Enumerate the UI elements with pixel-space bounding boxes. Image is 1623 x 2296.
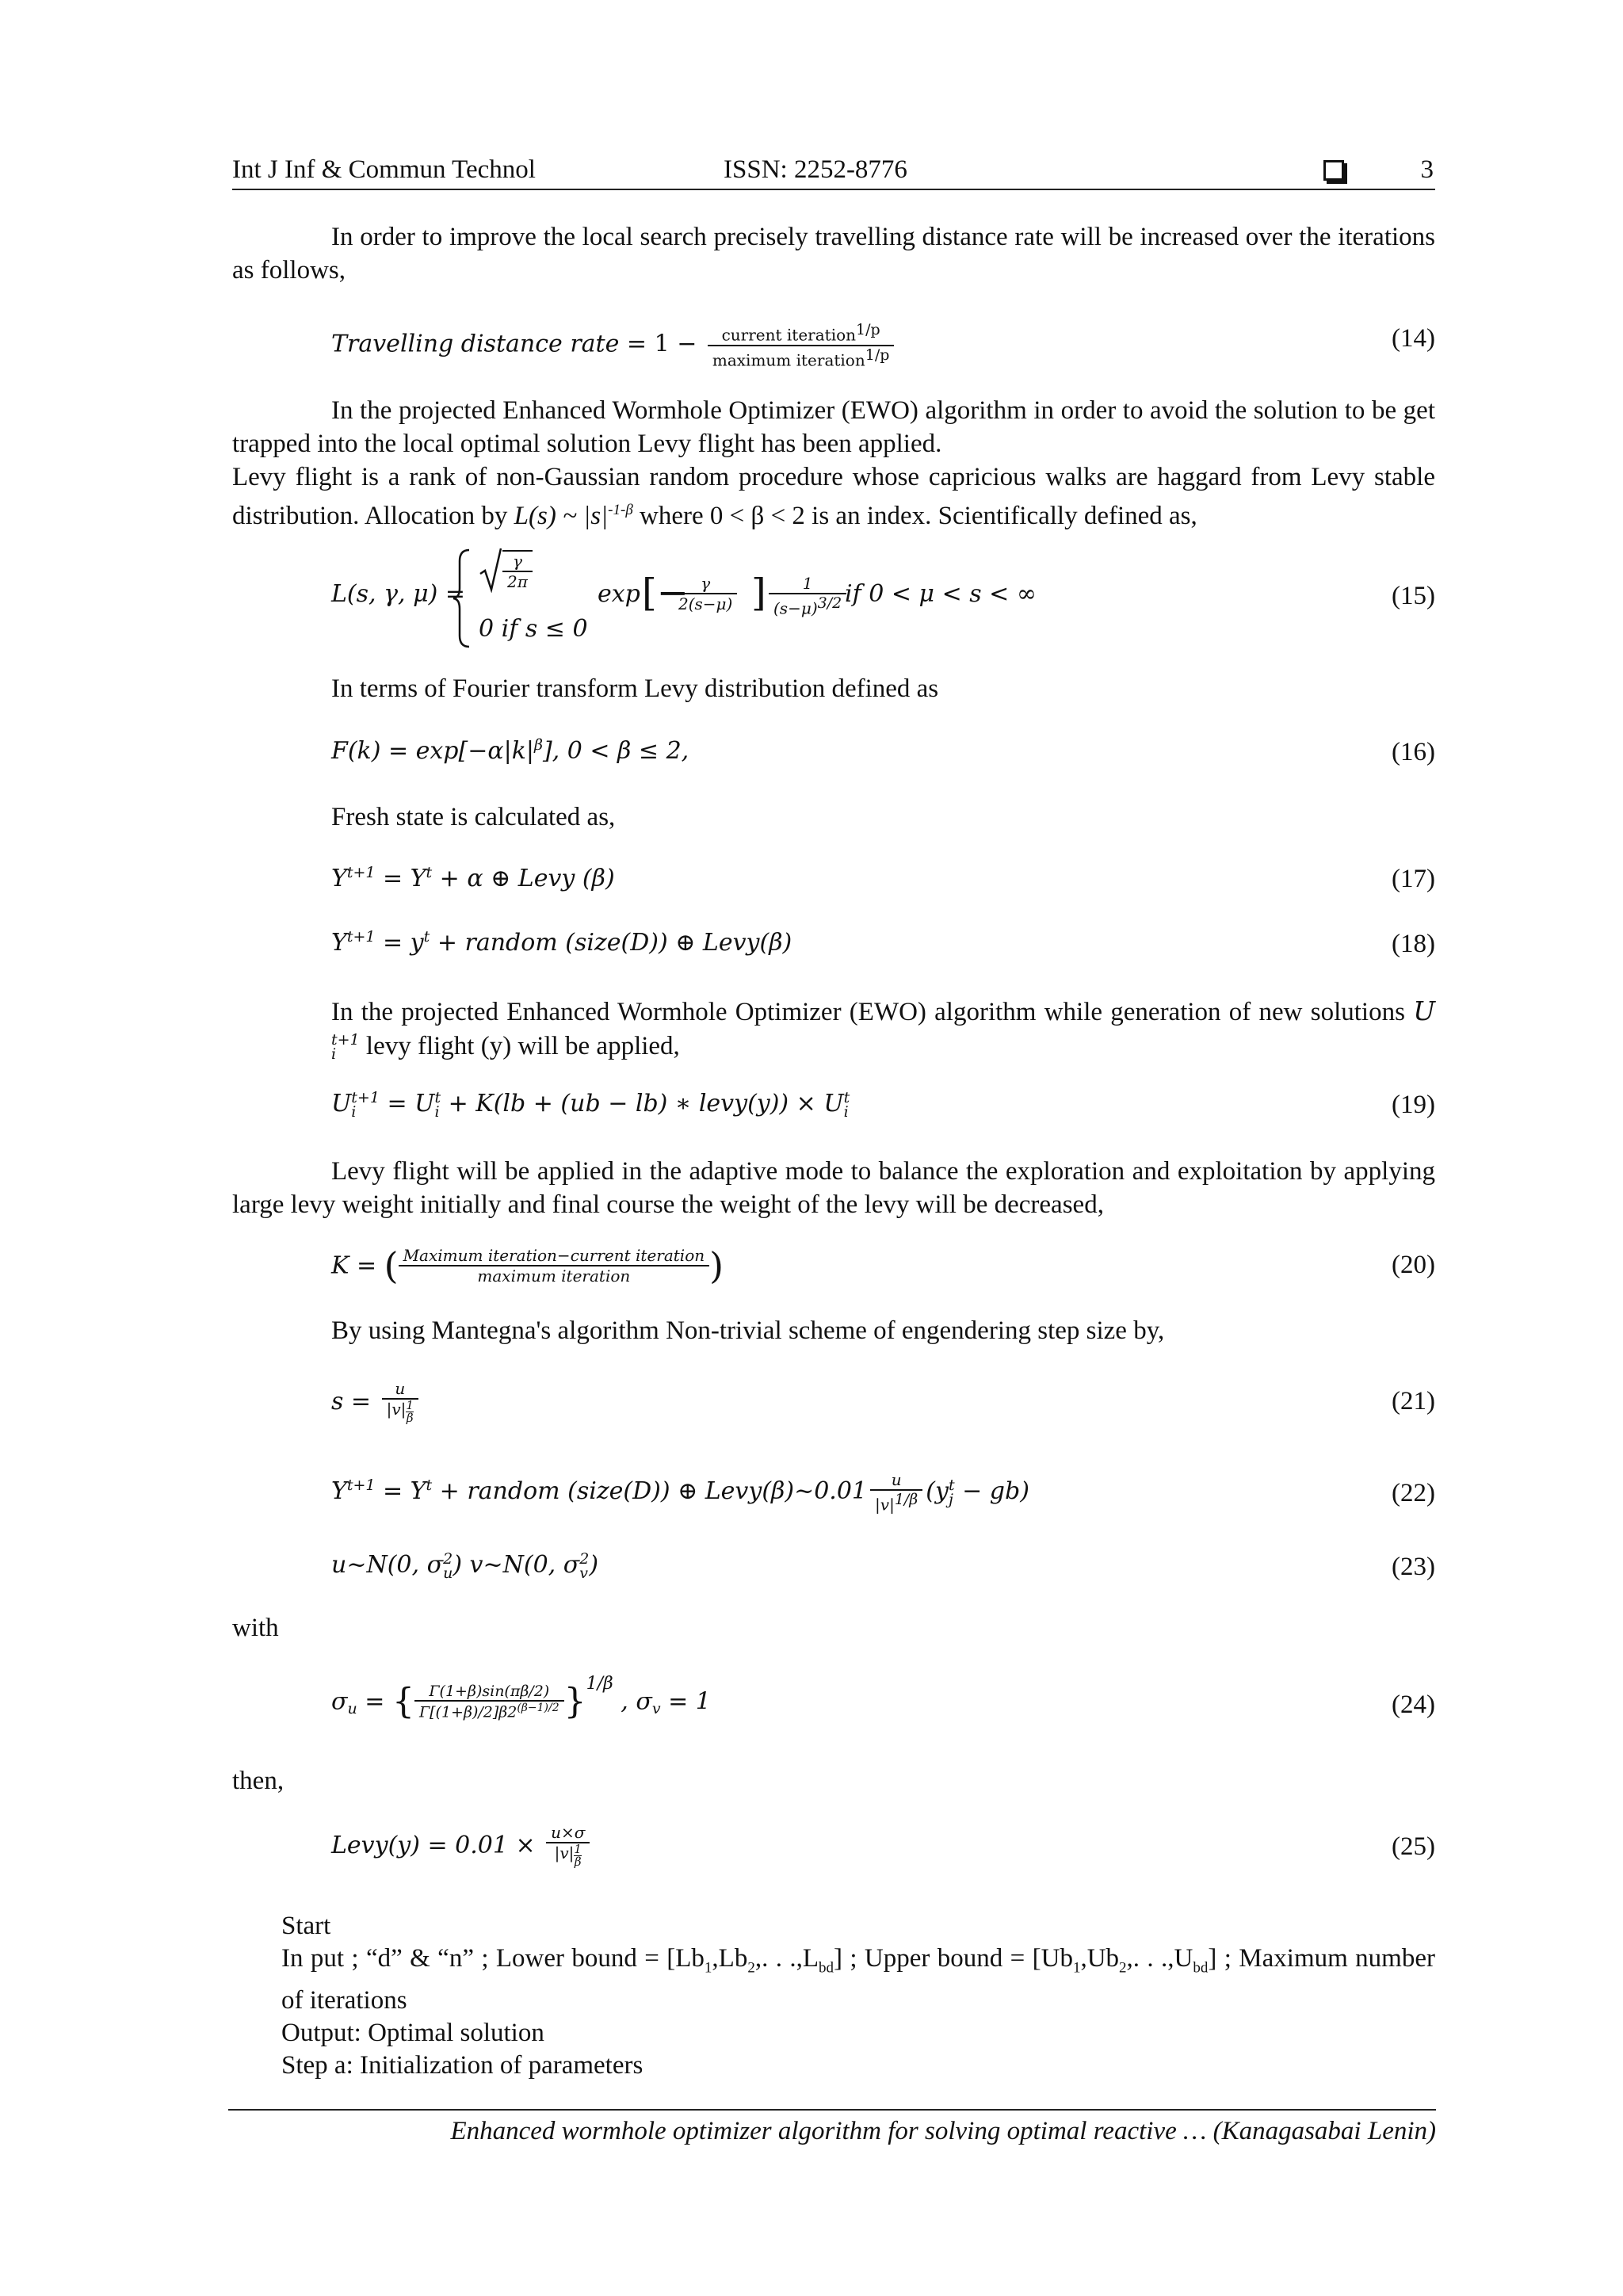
equation-number-23: (23)	[1392, 1553, 1435, 1581]
eq24-lhs: σ	[331, 1687, 348, 1716]
with-label: with	[232, 1614, 279, 1642]
eq22-frac-exp: 1/β	[894, 1491, 918, 1508]
eq19-sup-3: t	[843, 1089, 850, 1106]
equation-number-15: (15)	[1392, 582, 1435, 610]
page-header	[232, 155, 1435, 190]
eq24-den-exp: (β−1)/2	[517, 1701, 559, 1714]
equation-19	[331, 1090, 850, 1119]
equation-number-24: (24)	[1392, 1690, 1435, 1719]
eq22-c: + random (size(D)) ⊕ Levy(β)~0.01	[432, 1477, 868, 1505]
algo-sub-ubd: bd	[1193, 1959, 1209, 1977]
eq19-sup-1: t+1	[351, 1089, 380, 1106]
equation-17	[331, 864, 615, 892]
equation-22	[331, 1470, 1029, 1515]
eq15-case-2: 0 if s ≤ 0	[479, 615, 588, 643]
equation-16	[331, 736, 689, 765]
algo-input-e: ,Ub	[1080, 1944, 1120, 1973]
eq15-condition: if 0 < μ < s < ∞	[845, 580, 1037, 608]
algo-sub-lbd: bd	[819, 1959, 834, 1977]
algo-input-d: ] ; Upper bound = [Ub	[834, 1944, 1073, 1973]
eq20-lhs: K =	[331, 1251, 384, 1280]
equation-number-21: (21)	[1392, 1387, 1435, 1415]
eq15-left-bracket: [−	[642, 571, 689, 615]
eq21-fraction	[382, 1379, 418, 1424]
eq21-exp-num: 1	[406, 1398, 414, 1412]
eq14-exp-num: 1/p	[856, 321, 880, 338]
p6-text-b: levy flight (y) will be applied,	[359, 1032, 680, 1060]
square-icon	[1323, 160, 1344, 181]
eq22-d: (y	[926, 1477, 949, 1505]
eq19-sub-3: i	[843, 1103, 849, 1121]
equation-25	[331, 1823, 593, 1868]
p3-text-c: where 0 < β < 2 is an index. Scientifically defined as,	[632, 502, 1197, 530]
paragraph-4: In terms of Fourier transform Levy distribution defined as	[331, 674, 939, 703]
eq18-sup-b: t	[423, 928, 430, 946]
equation-number-25: (25)	[1392, 1832, 1435, 1861]
eq24-tail-sub: v	[651, 1700, 661, 1717]
eq23-mid: ) v~N(0, σ	[453, 1551, 580, 1579]
eq24-outer-exp: 1/β	[586, 1674, 613, 1694]
eq24-frac-num: Γ(1+β)sin(πβ/2)	[414, 1683, 564, 1702]
eq14-lhs: Travelling distance rate	[331, 330, 620, 358]
eq14-frac-den: maximum iteration	[712, 350, 865, 370]
eq19-sub-1: i	[351, 1103, 357, 1121]
eq15-frac2-den: (s−μ)	[773, 598, 818, 618]
then-label: then,	[232, 1767, 285, 1795]
eq22-frac-num: u	[870, 1470, 922, 1491]
paragraph-5: Fresh state is calculated as,	[331, 803, 616, 831]
equation-number-16: (16)	[1392, 738, 1435, 766]
eq22-b: = Y	[375, 1477, 426, 1505]
page-number: 3	[1420, 155, 1434, 184]
eq25-exp-num: 1	[574, 1842, 582, 1856]
eq24-lhs-sub: u	[347, 1700, 357, 1717]
p3-text-a: Levy flight is a rank of non-Gaussian random procedure whose capricious walks are haggard from Levy stable distribution. Allocation by	[232, 463, 1435, 530]
eq21-exp-den: β	[406, 1411, 414, 1425]
paragraph-6	[232, 995, 1435, 1063]
equation-number-20: (20)	[1392, 1251, 1435, 1279]
eq25-frac-num: u×σ	[546, 1823, 590, 1843]
eq25-fraction	[546, 1823, 590, 1868]
eq16-tail: ], 0 < β ≤ 2,	[542, 737, 689, 765]
equation-21	[331, 1379, 422, 1424]
eq15-exp: exp	[598, 580, 640, 608]
paragraph-1: In order to improve the local search precisely travelling distance rate will be increased over the iterations as follows,	[232, 223, 1435, 285]
equation-24: $\sigma_u$ = { $\frac{\Gamma(1+\beta)\sin(\pi\beta/2)}{\Gamma[(1+\beta)/2]\beta 2^{(\beta-1)/2}}$ }$^{1/\beta}$ , $\sigma_v = 1$	[331, 1674, 711, 1722]
eq14-mid: = 1 −	[619, 330, 705, 358]
eq17-b: = Y	[375, 865, 426, 892]
eq18-c: + random (size(D)) ⊕ Levy(β)	[430, 929, 792, 957]
eq15-sqrt-fraction	[502, 550, 533, 591]
eq19-sub-2: i	[434, 1103, 440, 1121]
eq25-exp-den: β	[574, 1855, 582, 1869]
eq15-sqrt-den: 2π	[507, 572, 528, 591]
eq16-text: F(k) = exp[−α|k|	[331, 737, 534, 765]
eq24-tail: , σ	[613, 1687, 652, 1716]
algo-sub-ub2: 2	[1119, 1959, 1127, 1977]
eq20-frac-den: maximum iteration	[477, 1266, 631, 1286]
p3-exponent: -1-β	[608, 502, 633, 518]
eq23-a: u~N(0, σ	[331, 1551, 444, 1579]
paragraph-3	[232, 460, 1435, 533]
eq18-b: = y	[375, 929, 424, 957]
eq23-sub-u: u	[443, 1564, 453, 1582]
eq15-fraction-2: $\frac{1}{(s-\mu)^{3/2}}$	[769, 574, 846, 618]
equation-number-22: (22)	[1392, 1479, 1435, 1507]
p6-text-a: In the projected Enhanced Wormhole Optimizer (EWO) algorithm while generation of new solutions	[331, 998, 1414, 1026]
eq16-exp: β	[533, 736, 543, 754]
algo-output: Output: Optimal solution	[281, 2018, 544, 2047]
eq15-sqrt-num: γ	[502, 552, 533, 572]
eq23-sub-v: v	[579, 1564, 588, 1582]
paragraph-7: Levy flight will be applied in the adaptive mode to balance the exploration and exploitation by applying large levy weight initially and final course the weight of the levy will be decreased,	[232, 1157, 1435, 1219]
eq18-a: Y	[331, 929, 347, 957]
eq15-frac1-den: 2(s−μ)	[678, 594, 733, 613]
eq19-b: = U	[379, 1090, 435, 1117]
algo-input-c: ,. . .,L	[754, 1944, 819, 1973]
eq17-c: + α ⊕ Levy (β)	[432, 865, 615, 892]
eq24-equals: =	[357, 1687, 392, 1716]
page-footer	[228, 2109, 1436, 2146]
eq21-frac-den: |v|	[386, 1400, 407, 1419]
equation-number-19: (19)	[1392, 1091, 1435, 1119]
sqrt-sign	[479, 547, 502, 593]
eq22-fraction	[870, 1470, 922, 1515]
eq15-lhs: L(s, γ, μ) =	[331, 580, 465, 608]
algorithm-block	[281, 1910, 1435, 2082]
eq22-sup-a: t+1	[346, 1476, 376, 1494]
left-brace	[450, 547, 472, 650]
eq24-frac-den: Γ[(1+β)/2]β2	[418, 1703, 517, 1721]
eq17-sup-b: t	[426, 864, 433, 881]
algo-input-g: ] ; Maximum number of iterations	[281, 1944, 1435, 2015]
eq24-tail-end: = 1	[660, 1687, 711, 1716]
p6-sup: t+1	[331, 1031, 360, 1049]
eq22-sup-t: t	[948, 1476, 955, 1494]
eq17-a: Y	[331, 865, 347, 892]
eq18-sup-a: t+1	[346, 928, 376, 946]
algo-start: Start	[281, 1912, 331, 1940]
eq25-frac-den: |v|	[554, 1843, 575, 1862]
eq20-fraction	[399, 1246, 710, 1286]
p6-sub: i	[331, 1045, 337, 1063]
eq14-fraction	[708, 321, 895, 369]
eq22-a: Y	[331, 1477, 347, 1505]
issn: ISSN: 2252-8776	[724, 155, 907, 184]
algo-sub-lb1: 1	[704, 1959, 712, 1977]
paragraph-8: By using Mantegna's algorithm Non-trivial scheme of engendering step size by,	[331, 1316, 1165, 1345]
algo-input	[281, 1943, 1435, 2017]
running-title: Enhanced wormhole optimizer algorithm for solving optimal reactive … (Kanagasabai Lenin)	[450, 2117, 1436, 2145]
algo-step-a: Step a: Initialization of parameters	[281, 2050, 643, 2080]
eq20-frac-num: Maximum iteration−current iteration	[399, 1246, 710, 1266]
algo-sub-ub1: 1	[1072, 1959, 1081, 1977]
algo-sub-lb2: 2	[747, 1959, 755, 1977]
eq15-frac1-num: γ	[674, 574, 737, 594]
algo-input-a: In put ; “d” & “n” ; Lower bound = [Lb	[281, 1944, 705, 1973]
equation-14	[331, 321, 897, 369]
eq17-sup-a: t+1	[346, 864, 376, 881]
equation-20: K = ( $\frac{\text{Maximum iteration−current iteration}}{\text{maximum iteration}}$ )	[331, 1244, 724, 1287]
algo-input-b: ,Lb	[712, 1944, 748, 1973]
journal-name: Int J Inf & Commun Technol	[232, 155, 536, 184]
eq23-exp-v: 2	[579, 1550, 590, 1568]
equation-23	[331, 1551, 598, 1580]
p3-formula: L(s) ~ |s|	[514, 502, 609, 530]
eq22-sup-b: t	[426, 1476, 433, 1494]
eq15-right-bracket: ]	[751, 571, 766, 615]
equation-number-14: (14)	[1392, 324, 1435, 353]
eq19-a: U	[331, 1090, 352, 1117]
eq23-tail: )	[589, 1551, 599, 1579]
equation-number-18: (18)	[1392, 930, 1435, 958]
eq15-fraction-1	[674, 574, 737, 613]
eq15-frac2-num: 1	[769, 574, 846, 594]
paragraph-2: In the projected Enhanced Wormhole Optimizer (EWO) algorithm in order to avoid the solution to be get trapped into the local optimal solution Levy flight has been applied.	[232, 396, 1435, 458]
eq22-e: − gb)	[954, 1477, 1029, 1505]
eq24-fraction	[414, 1683, 564, 1721]
eq21-frac-num: u	[382, 1379, 418, 1400]
eq25-lhs: Levy(y) = 0.01 ×	[331, 1832, 544, 1859]
eq14-exp-den: 1/p	[865, 346, 890, 364]
p6-inline-math: U t+1 i	[232, 995, 1435, 1060]
equation-number-17: (17)	[1392, 865, 1435, 893]
eq22-frac-den: |v|	[875, 1495, 895, 1515]
eq21-lhs: s =	[331, 1388, 379, 1415]
eq23-exp-u: 2	[443, 1550, 453, 1568]
eq22-sub-j: j	[948, 1490, 953, 1508]
eq14-frac-num: current iteration	[721, 325, 857, 345]
algo-input-f: ,. . .,U	[1126, 1944, 1193, 1973]
equation-18	[331, 928, 792, 957]
eq19-c: + K(lb + (ub − lb) ∗ levy(y)) × U	[441, 1090, 844, 1117]
eq19-sup-2: t	[434, 1089, 441, 1106]
